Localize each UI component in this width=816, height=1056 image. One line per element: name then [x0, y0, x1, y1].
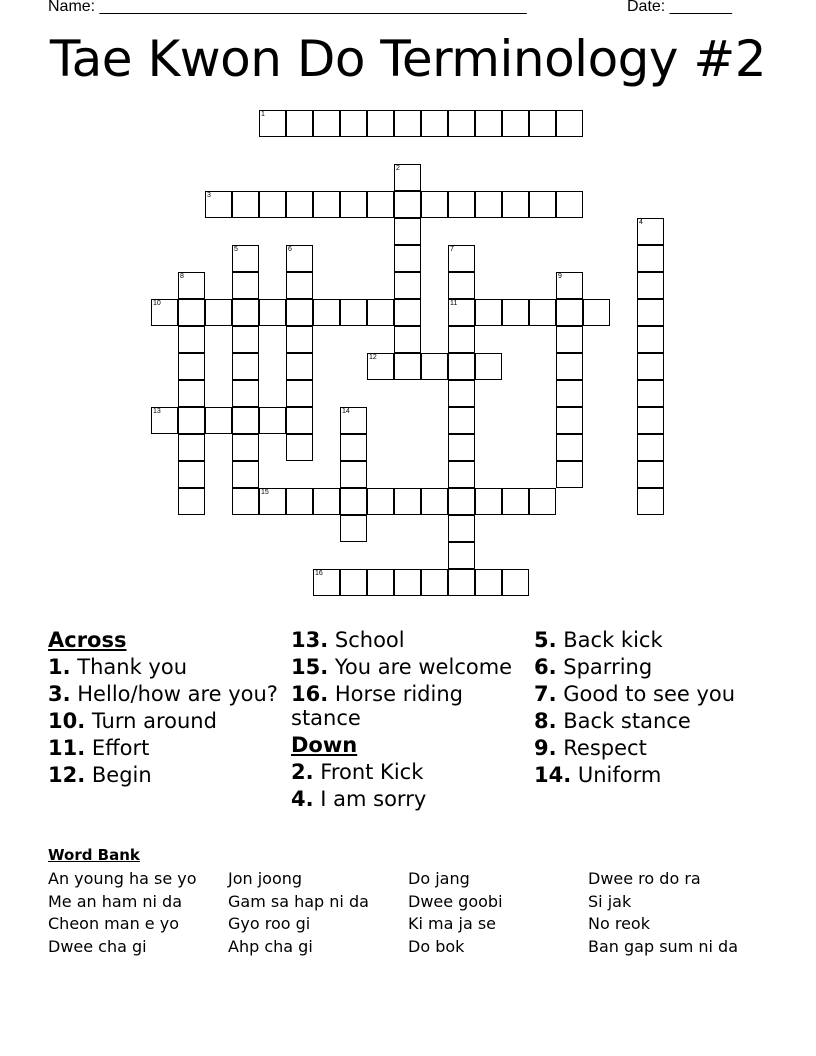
- clue-num: 2.: [291, 760, 314, 784]
- crossword-cell[interactable]: [448, 380, 475, 407]
- crossword-cell[interactable]: [286, 488, 313, 515]
- crossword-cell[interactable]: [448, 569, 475, 596]
- clue-num: 7.: [534, 682, 557, 706]
- clue-item: [48, 763, 288, 787]
- crossword-cell[interactable]: [232, 353, 259, 380]
- clue-item: [291, 787, 531, 811]
- crossword-cell[interactable]: [286, 326, 313, 353]
- word-bank-item: An young ha se yo: [48, 869, 197, 888]
- crossword-cell[interactable]: [313, 569, 340, 596]
- crossword-cell[interactable]: [448, 191, 475, 218]
- crossword-cell[interactable]: [232, 245, 259, 272]
- word-bank-item: Jon joong: [228, 869, 303, 888]
- crossword-cell[interactable]: [340, 569, 367, 596]
- clue-item: [48, 709, 288, 733]
- crossword-cell[interactable]: [367, 299, 394, 326]
- crossword-cell[interactable]: [637, 461, 664, 488]
- crossword-cell[interactable]: [313, 191, 340, 218]
- crossword-cell[interactable]: [394, 191, 421, 218]
- clue-number: 8: [180, 273, 184, 280]
- crossword-cell[interactable]: [448, 272, 475, 299]
- crossword-cell[interactable]: [394, 272, 421, 299]
- crossword-cell[interactable]: [205, 191, 232, 218]
- clue-item: [48, 655, 288, 679]
- crossword-cell[interactable]: [475, 488, 502, 515]
- clue-number: 6: [288, 246, 292, 253]
- crossword-cell[interactable]: [367, 488, 394, 515]
- crossword-cell[interactable]: [637, 299, 664, 326]
- word-bank-item: Cheon man e yo: [48, 914, 179, 933]
- crossword-cell[interactable]: [367, 569, 394, 596]
- word-bank-item: Ahp cha gi: [228, 936, 313, 956]
- clue-text: Respect: [556, 736, 647, 760]
- crossword-cell[interactable]: [637, 407, 664, 434]
- crossword-cell[interactable]: [286, 299, 313, 326]
- clue-number: 12: [369, 354, 377, 361]
- clue-num: 5.: [534, 628, 557, 652]
- crossword-cell[interactable]: [394, 245, 421, 272]
- crossword-cell[interactable]: [448, 110, 475, 137]
- crossword-cell[interactable]: [475, 110, 502, 137]
- crossword-cell[interactable]: [421, 488, 448, 515]
- word-bank-column: [48, 868, 197, 958]
- crossword-cell[interactable]: [178, 299, 205, 326]
- crossword-cell[interactable]: [394, 299, 421, 326]
- word-bank-item: No reok: [588, 914, 650, 933]
- clue-number: 10: [153, 300, 161, 307]
- clue-item: [534, 736, 774, 760]
- word-bank-item: Ban gap sum ni da: [588, 936, 738, 956]
- crossword-cell[interactable]: [529, 488, 556, 515]
- clue-num: 11.: [48, 736, 86, 760]
- crossword-cell[interactable]: [313, 110, 340, 137]
- crossword-cell[interactable]: [448, 353, 475, 380]
- crossword-cell[interactable]: [475, 353, 502, 380]
- clue-text: Good to see you: [556, 682, 736, 706]
- clue-text: You are welcome: [328, 655, 513, 679]
- clue-num: 8.: [534, 709, 557, 733]
- clue-number: 9: [558, 273, 562, 280]
- clues-column-1: [48, 628, 288, 790]
- crossword-cell[interactable]: [394, 110, 421, 137]
- crossword-cell[interactable]: [637, 434, 664, 461]
- crossword-cell[interactable]: [637, 245, 664, 272]
- clue-item: [534, 763, 774, 787]
- crossword-cell[interactable]: [286, 272, 313, 299]
- crossword-cell[interactable]: [232, 407, 259, 434]
- crossword-cell[interactable]: [178, 488, 205, 515]
- clue-text: Thank you: [70, 655, 188, 679]
- crossword-cell[interactable]: [340, 515, 367, 542]
- crossword-cell[interactable]: [637, 380, 664, 407]
- crossword-cell[interactable]: [448, 299, 475, 326]
- clue-item: [534, 628, 774, 652]
- crossword-cell[interactable]: [529, 299, 556, 326]
- crossword-cell[interactable]: [286, 110, 313, 137]
- clues-column-3: [534, 628, 774, 790]
- clue-num: 15.: [291, 655, 329, 679]
- crossword-cell[interactable]: [394, 164, 421, 191]
- name-field[interactable]: Name: ________________________________________________: [48, 0, 527, 15]
- clue-text: Sparring: [556, 655, 653, 679]
- clue-num: 10.: [48, 709, 86, 733]
- crossword-cell[interactable]: [394, 569, 421, 596]
- clue-num: 16.: [291, 682, 329, 706]
- word-bank-item: Gam sa hap ni da: [228, 891, 369, 911]
- crossword-cell[interactable]: [286, 191, 313, 218]
- clue-item: [48, 736, 288, 760]
- word-bank-item: Si jak: [588, 891, 632, 911]
- crossword-cell[interactable]: [556, 434, 583, 461]
- clue-number: 2: [396, 165, 400, 172]
- clue-text: Hello/how are you?: [70, 682, 278, 706]
- clue-item: [48, 682, 288, 706]
- crossword-cell[interactable]: [151, 407, 178, 434]
- crossword-cell[interactable]: [502, 110, 529, 137]
- crossword-cell[interactable]: [340, 461, 367, 488]
- crossword-cell[interactable]: [583, 299, 610, 326]
- crossword-cell[interactable]: [232, 461, 259, 488]
- crossword-cell[interactable]: [259, 191, 286, 218]
- word-bank-column: [228, 868, 369, 958]
- crossword-cell[interactable]: [178, 353, 205, 380]
- crossword-cell[interactable]: [232, 191, 259, 218]
- crossword-cell[interactable]: [205, 407, 232, 434]
- word-bank-item: Dwee goobi: [408, 891, 503, 911]
- crossword-cell[interactable]: [394, 218, 421, 245]
- crossword-cell[interactable]: [367, 191, 394, 218]
- clue-text: I am sorry: [313, 787, 427, 811]
- down-header: Down: [291, 733, 358, 757]
- crossword-cell[interactable]: [421, 110, 448, 137]
- crossword-cell[interactable]: [475, 569, 502, 596]
- clue-item: [534, 655, 774, 679]
- clue-number: 13: [153, 408, 161, 415]
- clue-num: 4.: [291, 787, 314, 811]
- crossword-cell[interactable]: [448, 326, 475, 353]
- clue-item: [291, 628, 531, 652]
- crossword-cell[interactable]: [556, 110, 583, 137]
- clue-text: Uniform: [571, 763, 662, 787]
- crossword-cell[interactable]: [340, 191, 367, 218]
- word-bank-item: Dwee ro do ra: [588, 869, 701, 888]
- crossword-cell[interactable]: [475, 299, 502, 326]
- crossword-cell[interactable]: [421, 191, 448, 218]
- crossword-cell[interactable]: [637, 272, 664, 299]
- crossword-cell[interactable]: [502, 299, 529, 326]
- crossword-cell[interactable]: [340, 488, 367, 515]
- crossword-cell[interactable]: [286, 380, 313, 407]
- crossword-cell[interactable]: [286, 434, 313, 461]
- word-bank-item: Gyo roo gi: [228, 914, 311, 933]
- crossword-cell[interactable]: [394, 353, 421, 380]
- date-field[interactable]: Date: _______: [627, 0, 732, 15]
- crossword-cell[interactable]: [475, 191, 502, 218]
- word-bank-column: [408, 868, 503, 958]
- clue-number: 15: [261, 489, 269, 496]
- crossword-cell[interactable]: [178, 407, 205, 434]
- word-bank-item: Dwee cha gi: [48, 936, 147, 956]
- word-bank-column: [588, 868, 738, 958]
- crossword-cell[interactable]: [340, 110, 367, 137]
- crossword-cell[interactable]: [232, 326, 259, 353]
- crossword-cell[interactable]: [502, 488, 529, 515]
- crossword-cell[interactable]: [178, 380, 205, 407]
- clue-num: 12.: [48, 763, 86, 787]
- crossword-cell[interactable]: [556, 353, 583, 380]
- clue-number: 3: [207, 192, 211, 199]
- crossword-cell[interactable]: [178, 326, 205, 353]
- crossword-cell[interactable]: [232, 272, 259, 299]
- clue-text: Back stance: [556, 709, 691, 733]
- clue-item: [291, 682, 531, 730]
- crossword-cell[interactable]: [556, 191, 583, 218]
- crossword-cell[interactable]: [367, 353, 394, 380]
- crossword-cell[interactable]: [394, 488, 421, 515]
- crossword-cell[interactable]: [556, 407, 583, 434]
- crossword-cell[interactable]: [502, 569, 529, 596]
- crossword-cell[interactable]: [502, 191, 529, 218]
- clue-number: 11: [450, 300, 458, 307]
- crossword-cell[interactable]: [556, 380, 583, 407]
- clue-item: [534, 709, 774, 733]
- crossword-cell[interactable]: [448, 542, 475, 569]
- crossword-cell[interactable]: [205, 299, 232, 326]
- crossword-cell[interactable]: [286, 353, 313, 380]
- clue-item: [534, 682, 774, 706]
- crossword-cell[interactable]: [448, 488, 475, 515]
- crossword-cell[interactable]: [151, 299, 178, 326]
- crossword-cell[interactable]: [394, 326, 421, 353]
- clue-num: 14.: [534, 763, 572, 787]
- clue-text: School: [328, 628, 405, 652]
- crossword-cell[interactable]: [232, 434, 259, 461]
- crossword-cell[interactable]: [556, 299, 583, 326]
- crossword-cell[interactable]: [637, 488, 664, 515]
- clue-num: 3.: [48, 682, 71, 706]
- clue-item: [291, 655, 531, 679]
- crossword-cell[interactable]: [313, 299, 340, 326]
- clue-number: 14: [342, 408, 350, 415]
- clue-num: 9.: [534, 736, 557, 760]
- crossword-cell[interactable]: [340, 434, 367, 461]
- crossword-cell[interactable]: [178, 434, 205, 461]
- clue-num: 13.: [291, 628, 329, 652]
- word-bank-title: Word Bank: [48, 846, 140, 864]
- crossword-cell[interactable]: [286, 407, 313, 434]
- crossword-cell[interactable]: [421, 569, 448, 596]
- crossword-cell[interactable]: [448, 434, 475, 461]
- crossword-cell[interactable]: [232, 299, 259, 326]
- crossword-cell[interactable]: [448, 245, 475, 272]
- crossword-cell[interactable]: [637, 353, 664, 380]
- clue-number: 16: [315, 570, 323, 577]
- crossword-cell[interactable]: [367, 110, 394, 137]
- word-bank-item: Me an ham ni da: [48, 891, 183, 911]
- clue-num: 1.: [48, 655, 71, 679]
- crossword-cell[interactable]: [340, 299, 367, 326]
- clues-column-2: [291, 628, 531, 814]
- crossword-cell[interactable]: [448, 515, 475, 542]
- crossword-cell[interactable]: [259, 110, 286, 137]
- crossword-cell[interactable]: [232, 380, 259, 407]
- crossword-cell[interactable]: [259, 488, 286, 515]
- crossword-cell[interactable]: [340, 407, 367, 434]
- clue-text: Begin: [85, 763, 152, 787]
- crossword-cell[interactable]: [313, 488, 340, 515]
- crossword-cell[interactable]: [259, 299, 286, 326]
- crossword-cell[interactable]: [286, 245, 313, 272]
- clue-text: Turn around: [85, 709, 217, 733]
- clue-number: 5: [234, 246, 238, 253]
- clue-text: Effort: [85, 736, 150, 760]
- crossword-cell[interactable]: [178, 461, 205, 488]
- crossword-cell[interactable]: [637, 326, 664, 353]
- clue-number: 4: [639, 219, 643, 226]
- page-title: Tae Kwon Do Terminology #2: [49, 30, 767, 88]
- clue-number: 1: [261, 111, 265, 118]
- word-bank-item: Do bok: [408, 936, 465, 956]
- crossword-cell[interactable]: [556, 461, 583, 488]
- across-header: Across: [48, 628, 127, 652]
- clue-text: Horse riding stance: [291, 682, 463, 730]
- crossword-cell[interactable]: [448, 407, 475, 434]
- clue-item: [291, 760, 531, 784]
- crossword-cell[interactable]: [232, 488, 259, 515]
- crossword-cell[interactable]: [421, 353, 448, 380]
- crossword-cell[interactable]: [178, 272, 205, 299]
- clue-text: Front Kick: [313, 760, 424, 784]
- crossword-cell[interactable]: [529, 191, 556, 218]
- word-bank-item: Do jang: [408, 869, 470, 888]
- word-bank-item: Ki ma ja se: [408, 914, 497, 933]
- crossword-cell[interactable]: [556, 272, 583, 299]
- crossword-cell[interactable]: [637, 218, 664, 245]
- crossword-cell[interactable]: [556, 326, 583, 353]
- crossword-cell[interactable]: [448, 461, 475, 488]
- crossword-cell[interactable]: [259, 407, 286, 434]
- clue-text: Back kick: [556, 628, 663, 652]
- crossword-cell[interactable]: [529, 110, 556, 137]
- clue-number: 7: [450, 246, 454, 253]
- clue-num: 6.: [534, 655, 557, 679]
